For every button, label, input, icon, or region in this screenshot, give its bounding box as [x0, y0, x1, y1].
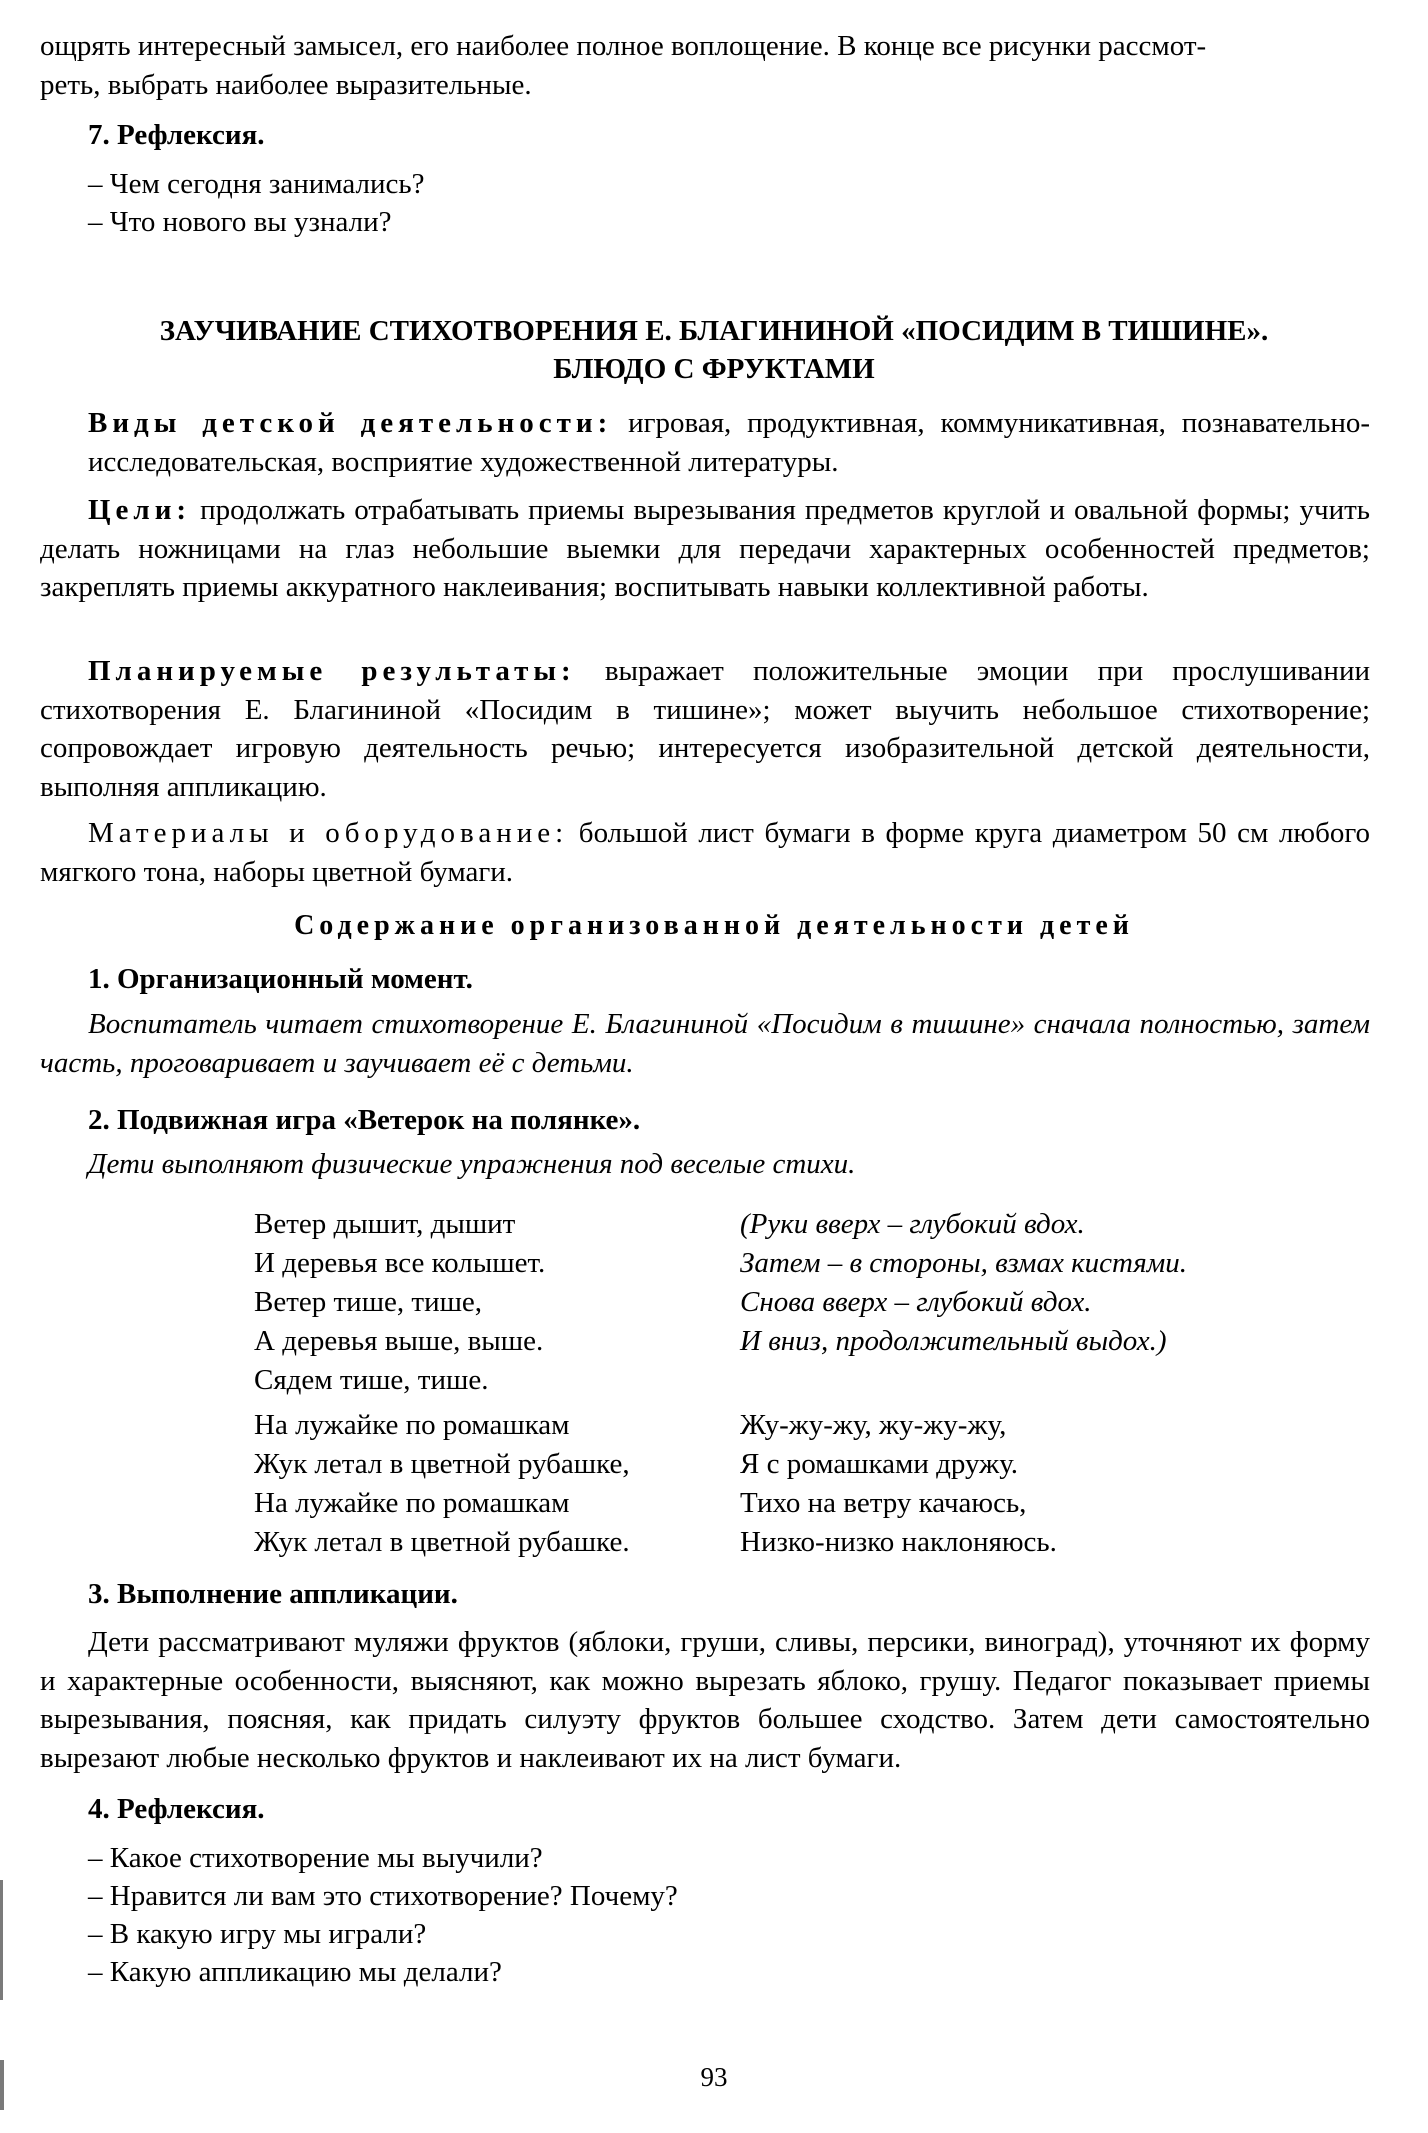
step3-text: Дети рассматривают муляжи фруктов (яблоки, груши, сливы, персики, виноград), уточняют их форму и характерные особенности, выясняют, как можно вырезать яблоко, грушу. Педагог показывает приемы вырезывания, поясняя, как придать силуэту фруктов большее сходство. Затем дети самостоятельно вырезают любые несколько фруктов и наклеивают их на лист бумаги.: [40, 1626, 1370, 1774]
step4-heading: 4. Рефлексия.: [88, 1793, 265, 1825]
carryover-line-2: реть, выбрать наиболее выразительные.: [40, 69, 532, 101]
poem-left-line: Жук летал в цветной рубашке.: [254, 1526, 630, 1558]
activities-paragraph: [88, 404, 1370, 481]
reflection-question: – Какое стихотворение мы выучили?: [88, 1842, 543, 1874]
step3-heading: 3. Выполнение аппликации.: [88, 1578, 458, 1610]
poem-left-line: На лужайке по ромашкам: [254, 1487, 570, 1519]
poem-right-line: (Руки вверх – глубокий вдох.: [740, 1208, 1085, 1240]
goals-label: Цели:: [88, 494, 192, 526]
poem-left-line: На лужайке по ромашкам: [254, 1409, 570, 1441]
results-text: выражает положительные эмоции при прослушивании стихотворения Е. Благининой «Посидим в тишине»; может выучить небольшое стихотворение; сопровождает игровую деятельность речью; интересуется изобразительной детской деятельности, выполняя аппликацию.: [40, 655, 1370, 803]
poem-right-line: Я с ромашками дружу.: [740, 1448, 1019, 1480]
materials-label: Материалы и оборудование:: [88, 817, 569, 849]
materials-paragraph: [40, 814, 1370, 891]
step1-text: Воспитатель читает стихотворение Е. Благининой «Посидим в тишине» сначала полностью, затем часть, проговаривает и заучивает её с детьми.: [40, 1008, 1370, 1079]
poem-left-line: Ветер дышит, дышит: [254, 1208, 516, 1240]
reflection-question: – Нравится ли вам это стихотворение? Почему?: [88, 1880, 678, 1912]
poem-right-line: Низко-низко наклоняюсь.: [740, 1526, 1057, 1558]
reflection-heading-7: 7. Рефлексия.: [88, 119, 265, 151]
goals-text: продолжать отрабатывать приемы вырезывания предметов круглой и овальной формы; учить делать ножницами на глаз небольшие выемки для передачи характерных особенностей предметов; закреплять приемы аккуратного наклеивания; воспитывать навыки коллективной работы.: [40, 494, 1370, 603]
goals-paragraph: [40, 491, 1370, 607]
poem-right-line: Жу-жу-жу, жу-жу-жу,: [740, 1409, 1007, 1441]
carryover-line-1: ощрять интересный замысел, его наиболее полное воплощение. В конце все рисунки рассмот-: [40, 30, 1207, 62]
scan-edge-artifact: [0, 1880, 3, 2000]
poem-right-line: Затем – в стороны, взмах кистями.: [740, 1247, 1188, 1279]
reflection-question: – В какую игру мы играли?: [88, 1918, 427, 1950]
poem-right-line: Снова вверх – глубокий вдох.: [740, 1286, 1092, 1318]
results-paragraph: [40, 652, 1370, 806]
page-number: 93: [700, 2062, 728, 2092]
activities-label: Виды детской деятельности:: [88, 407, 613, 439]
reflection-question: – Какую аппликацию мы делали?: [88, 1956, 502, 1988]
poem-left-line: Сядем тише, тише.: [254, 1364, 489, 1396]
step1-heading: 1. Организационный момент.: [88, 963, 473, 995]
poem-right-line: И вниз, продолжительный выдох.): [740, 1325, 1167, 1357]
poem-left-line: Ветер тише, тише,: [254, 1286, 483, 1318]
lesson-title-line-2: БЛЮДО С ФРУКТАМИ: [553, 353, 875, 385]
reflection-question-2: – Что нового вы узнали?: [88, 206, 392, 238]
poem-right-line: Тихо на ветру качаюсь,: [740, 1487, 1027, 1519]
lesson-title-line-1: ЗАУЧИВАНИЕ СТИХОТВОРЕНИЯ Е. БЛАГИНИНОЙ «ПОСИДИМ В ТИШИНЕ».: [159, 315, 1269, 347]
step2-text: Дети выполняют физические упражнения под веселые стихи.: [88, 1148, 856, 1180]
poem-left-line: И деревья все колышет.: [254, 1247, 546, 1279]
content-heading: Содержание организованной деятельности детей: [294, 910, 1134, 941]
results-label: Планируемые результаты:: [88, 655, 576, 687]
poem-left-line: Жук летал в цветной рубашке,: [254, 1448, 630, 1480]
scan-edge-artifact: [0, 2060, 4, 2110]
activities-text: игровая, продуктивная, коммуникативная, познавательно-исследовательская, восприятие художественной литературы.: [88, 407, 1370, 478]
step2-heading: 2. Подвижная игра «Ветерок на полянке».: [88, 1104, 641, 1136]
materials-text: большой лист бумаги в форме круга диаметром 50 см любого мягкого тона, наборы цветной бумаги.: [40, 817, 1371, 888]
reflection-question-1: – Чем сегодня занимались?: [88, 168, 425, 200]
poem-left-line: А деревья выше, выше.: [254, 1325, 544, 1357]
